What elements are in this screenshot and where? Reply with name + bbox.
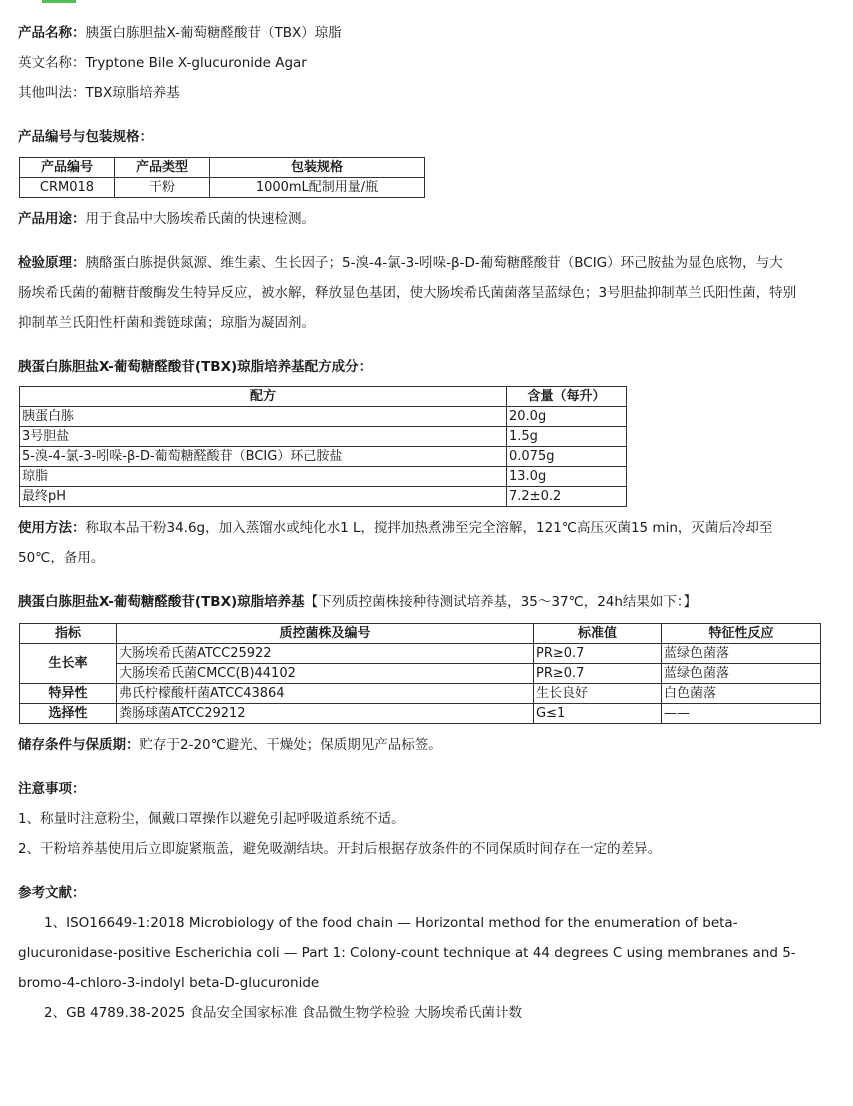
article bbox=[18, 18, 833, 1028]
label: 使用方法： bbox=[18, 520, 86, 536]
table-header-row bbox=[20, 624, 821, 644]
method-line: 50℃，备用。 bbox=[18, 550, 105, 566]
cell: 粪肠球菌ATCC29212 bbox=[117, 704, 534, 724]
accent-bar bbox=[42, 0, 76, 3]
table-row bbox=[20, 427, 627, 447]
table-row bbox=[20, 664, 821, 684]
table-row bbox=[20, 644, 821, 664]
reference-item-continued: bromo-4-chloro-3-indolyl beta-D-glucuronide bbox=[18, 975, 320, 991]
cell: 白色菌落 bbox=[662, 684, 821, 704]
use-text: 用于食品中大肠埃希氏菌的快速检测。 bbox=[85, 211, 315, 227]
qc-heading-bold: 胰蛋白胨胆盐X-葡萄糖醛酸苷(TBX)琼脂培养基 bbox=[18, 594, 305, 610]
table-row bbox=[20, 704, 821, 724]
storage-text: 贮存于2-20℃避光、干燥处；保质期见产品标签。 bbox=[139, 737, 442, 753]
spec-heading: 产品编号与包装规格： bbox=[18, 129, 153, 145]
cell: 13.0g bbox=[507, 467, 627, 487]
cell: —— bbox=[662, 704, 821, 724]
principle-line: 肠埃希氏菌的葡糖苷酸酶发生特异反应，被水解，释放显色基团，使大肠埃希氏菌菌落呈蓝绿色；3号胆盐抑制革兰氏阳性菌，特别 bbox=[18, 285, 797, 301]
label: 产品名称： bbox=[18, 25, 86, 41]
col-header: 特征性反应 bbox=[662, 624, 821, 644]
principle-text: 胰酪蛋白胨提供氮源、维生素、生长因子；5-溴-4-氯-3-吲哚-β-D-葡萄糖醛酸苷（BCIG）环己胺盐为显色底物，与大 bbox=[85, 255, 783, 271]
table-row bbox=[20, 684, 821, 704]
cell: G≤1 bbox=[534, 704, 662, 724]
indicator-cell: 生长率 bbox=[20, 644, 117, 684]
label: 其他叫法： bbox=[18, 85, 86, 101]
alias-line bbox=[18, 78, 833, 108]
alias: TBX琼脂培养基 bbox=[85, 85, 180, 101]
label: 英文名称： bbox=[18, 55, 86, 71]
col-header: 产品类型 bbox=[115, 158, 210, 178]
reference-item: 2、GB 4789.38-2025 食品安全国家标准 食品微生物学检验 大肠埃希氏菌计数 bbox=[44, 1005, 523, 1021]
spec-table bbox=[19, 157, 425, 198]
reference-item-continued: glucuronidase-positive Escherichia coli — Part 1: Colony-count technique at 44 degrees C using membranes and 5- bbox=[18, 945, 796, 961]
qc-heading-rest: 【下列质控菌株接种待测试培养基，35～37℃，24h结果如下：】 bbox=[304, 594, 698, 610]
cell: PR≥0.7 bbox=[534, 644, 662, 664]
cell: 20.0g bbox=[507, 407, 627, 427]
col-header: 标准值 bbox=[534, 624, 662, 644]
table-header-row bbox=[20, 387, 627, 407]
label: 产品用途： bbox=[18, 211, 86, 227]
table-row bbox=[20, 178, 425, 198]
method-text: 称取本品干粉34.6g，加入蒸馏水或纯化水1 L，搅拌加热煮沸至完全溶解，121℃高压灭菌15 min，灭菌后冷却至 bbox=[85, 520, 773, 536]
table-row bbox=[20, 467, 627, 487]
cell: 7.2±0.2 bbox=[507, 487, 627, 507]
cell: 弗氏柠檬酸杆菌ATCC43864 bbox=[117, 684, 534, 704]
indicator-cell: 选择性 bbox=[20, 704, 117, 724]
principle-line: 抑制革兰氏阳性杆菌和粪链球菌；琼脂为凝固剂。 bbox=[18, 315, 315, 331]
col-header: 产品编号 bbox=[20, 158, 115, 178]
cell: 3号胆盐 bbox=[20, 427, 507, 447]
cell: PR≥0.7 bbox=[534, 664, 662, 684]
cell: CRM018 bbox=[20, 178, 115, 198]
principle-line bbox=[18, 248, 833, 278]
cell: 生长良好 bbox=[534, 684, 662, 704]
cell: 大肠埃希氏菌CMCC(B)44102 bbox=[117, 664, 534, 684]
cell: 1000mL配制用量/瓶 bbox=[210, 178, 425, 198]
col-header: 含量（每升） bbox=[507, 387, 627, 407]
col-header: 指标 bbox=[20, 624, 117, 644]
formula-heading: 胰蛋白胨胆盐X-葡萄糖醛酸苷(TBX)琼脂培养基配方成分： bbox=[18, 359, 373, 375]
col-header: 配方 bbox=[20, 387, 507, 407]
qc-table bbox=[19, 623, 821, 724]
notes-heading: 注意事项： bbox=[18, 781, 86, 797]
table-row bbox=[20, 407, 627, 427]
indicator-cell: 特异性 bbox=[20, 684, 117, 704]
refs-heading: 参考文献： bbox=[18, 885, 86, 901]
cell: 蓝绿色菌落 bbox=[662, 664, 821, 684]
method-line bbox=[18, 513, 833, 543]
col-header: 质控菌株及编号 bbox=[117, 624, 534, 644]
product-name-line bbox=[18, 18, 833, 48]
col-header: 包装规格 bbox=[210, 158, 425, 178]
list-item: 1、称量时注意粉尘，佩戴口罩操作以避免引起呼吸道系统不适。 bbox=[18, 811, 405, 827]
cell: 大肠埃希氏菌ATCC25922 bbox=[117, 644, 534, 664]
cell: 1.5g bbox=[507, 427, 627, 447]
label: 储存条件与保质期： bbox=[18, 737, 140, 753]
cell: 蓝绿色菌落 bbox=[662, 644, 821, 664]
cell: 琼脂 bbox=[20, 467, 507, 487]
table-row bbox=[20, 447, 627, 467]
english-name-line bbox=[18, 48, 833, 78]
table-header-row bbox=[20, 158, 425, 178]
table-row bbox=[20, 487, 627, 507]
cell: 胰蛋白胨 bbox=[20, 407, 507, 427]
cell: 干粉 bbox=[115, 178, 210, 198]
storage-line bbox=[18, 730, 833, 760]
cell: 5-溴-4-氯-3-吲哚-β-D-葡萄糖醛酸苷（BCIG）环己胺盐 bbox=[20, 447, 507, 467]
english-name: Tryptone Bile X-glucuronide Agar bbox=[85, 55, 307, 71]
label: 检验原理： bbox=[18, 255, 86, 271]
cell: 0.075g bbox=[507, 447, 627, 467]
product-name: 胰蛋白胨胆盐X-葡萄糖醛酸苷（TBX）琼脂 bbox=[85, 25, 342, 41]
cell: 最终pH bbox=[20, 487, 507, 507]
formula-table bbox=[19, 386, 627, 507]
use-line bbox=[18, 204, 833, 234]
list-item: 2、干粉培养基使用后立即旋紧瓶盖，避免吸潮结块。开封后根据存放条件的不同保质时间存在一定的差异。 bbox=[18, 841, 662, 857]
qc-heading bbox=[18, 587, 833, 617]
reference-item: 1、ISO16649-1:2018 Microbiology of the food chain — Horizontal method for the enumeration of beta- bbox=[44, 915, 738, 931]
